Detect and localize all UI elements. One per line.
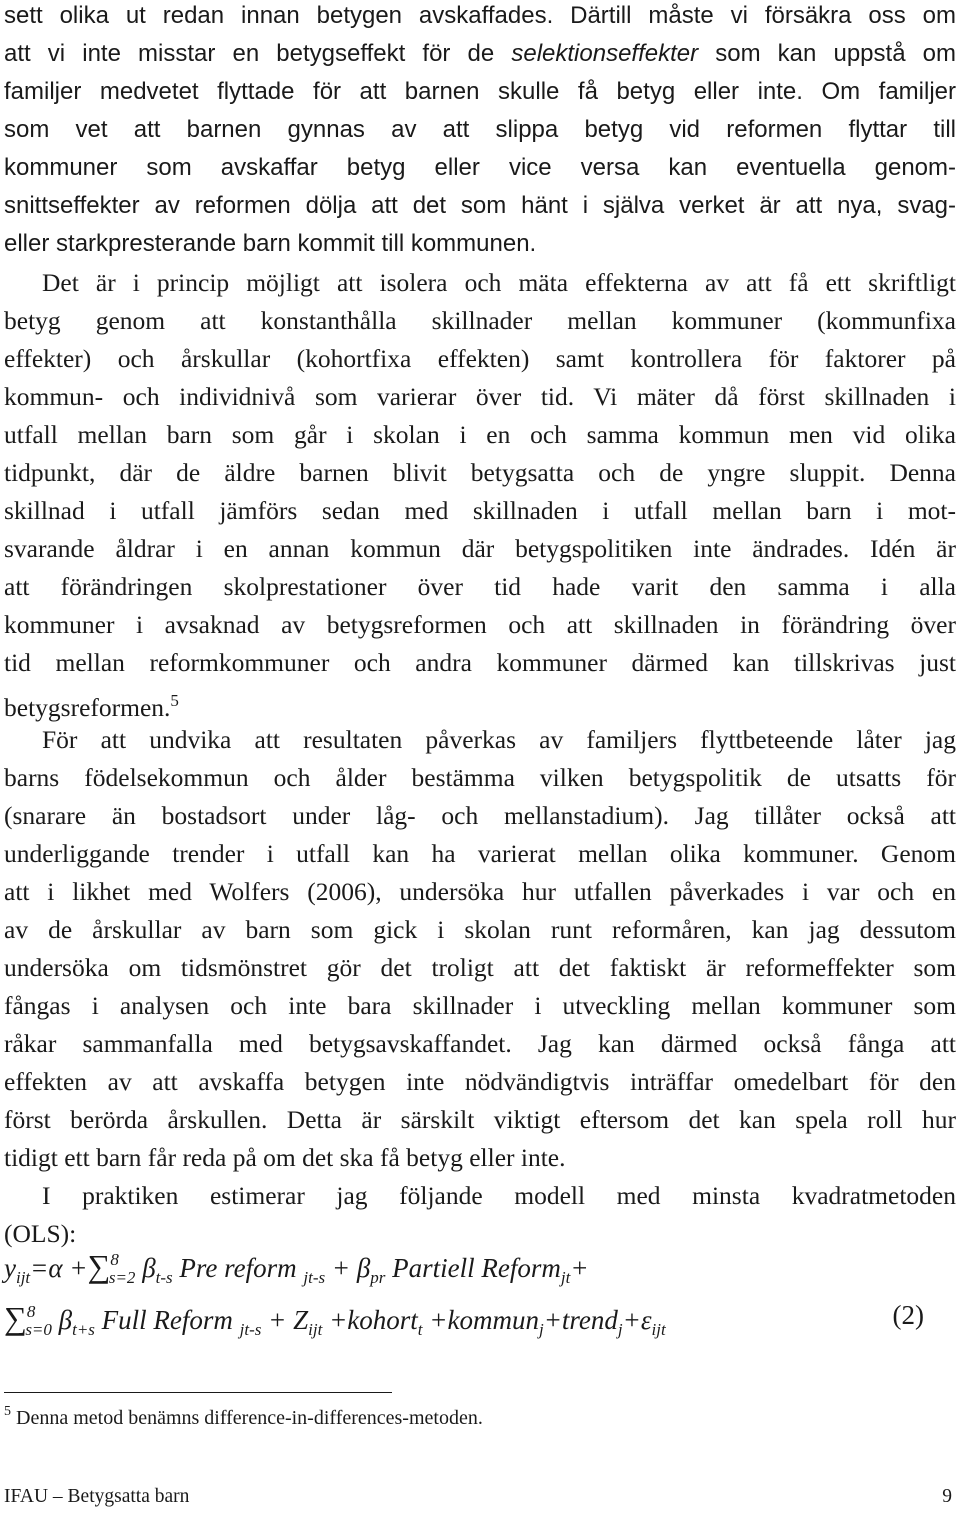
summation-symbol: ∑	[87, 1248, 111, 1284]
p2-line-8: svarande åldrar i en annan kommun där betygspolitiken inte ändrades. Idén är	[4, 534, 956, 563]
p3-line-12: tidigt ett barn får reda på om det ska få betyg eller inte.	[4, 1143, 566, 1172]
p3-line-8: fångas i analysen och inte bara skillnader i utveckling mellan kommuner som	[4, 991, 956, 1020]
p1-line-1: sett olika ut redan innan betygen avskaffades. Därtill måste vi försäkra oss om	[4, 2, 956, 29]
footnote-divider	[4, 1392, 392, 1393]
p2-line-9: att förändringen skolprestationer över tid hade varit den samma i alla	[4, 572, 956, 601]
p3-line-6: av de årskullar av barn som gick i skolan runt reformåren, kan jag dessutom	[4, 915, 956, 944]
p3-line-5: att i likhet med Wolfers (2006), undersöka hur utfallen påverkades i var och en	[4, 877, 956, 906]
p2-line-7: skillnad i utfall jämförs sedan med skillnaden i utfall mellan barn i mot-	[4, 496, 956, 525]
p4-line-2: (OLS):	[4, 1219, 77, 1248]
p2-line-6: tidpunkt, där de äldre barnen blivit betygsatta och de yngre sluppit. Denna	[4, 458, 956, 487]
page-footer	[4, 1486, 952, 1508]
p3-line-4: underliggande trender i utfall kan ha varierat mellan olika kommuner. Genom	[4, 839, 956, 868]
p3-line-2: barns födelsekommun och ålder bestämma vilken betygspolitik de utsatts för	[4, 763, 956, 792]
footnote-marker: 5	[4, 1404, 11, 1419]
footnote-reference: 5	[170, 691, 179, 710]
p4-line-1: I praktiken estimerar jag följande modell med minsta kvadratmetoden	[42, 1181, 956, 1210]
p2-line-2: betyg genom att konstanthålla skillnader mellan kommuner (kommunfixa	[4, 306, 956, 335]
p1-line-7: eller starkpresterande barn kommit till kommunen.	[4, 230, 537, 257]
equation-number: (2)	[892, 1300, 924, 1330]
p2-line-11: tid mellan reformkommuner och andra kommuner därmed kan tillskrivas just	[4, 648, 956, 677]
summation-symbol: ∑	[4, 1300, 27, 1336]
footnote-text: Denna metod benämns difference-in-differences-metoden.	[11, 1407, 483, 1429]
equation-line-2: ∑$^8_{s=0}$ $\beta_{t+s}$ Full Reform $_{jt-s} + Z_{ijt}$ +kohort$_t$ $+kommun_j+trend_j+\varepsilon_{ijt}$ (2)	[4, 1300, 924, 1339]
p3-line-3: (snarare än bostadsort under låg- och mellanstadium). Jag tillåter också att	[4, 801, 956, 830]
footer-title: IFAU – Betygsatta barn	[4, 1486, 190, 1507]
p2-line-10: kommuner i avsaknad av betygsreformen och att skillnaden in förändring över	[4, 610, 956, 639]
p1-line-6: snittseffekter av reformen dölja att det som hänt i själva verket är att nya, svag-	[4, 192, 956, 219]
p1-line-4: som vet att barnen gynnas av att slippa betyg vid reformen flyttar till	[4, 116, 956, 143]
p2-line-5: utfall mellan barn som går i skolan i en och samma kommun men vid olika	[4, 420, 956, 449]
p3-line-1: För att undvika att resultaten påverkas av familjers flyttbeteende låter jag	[42, 725, 956, 754]
p2-line-3: effekter) och årskullar (kohortfixa effekten) samt kontrollera för faktorer på	[4, 344, 956, 373]
p1-line-5: kommuner som avskaffar betyg eller vice versa kan eventuella genom-	[4, 154, 956, 181]
p1-line-2: att vi inte misstar en betygseffekt för de selektionseffekter som kan uppstå om	[4, 40, 957, 67]
p1-line-3: familjer medvetet flyttade för att barnen skulle få betyg eller inte. Om familjer	[4, 78, 956, 105]
p3-line-11: först berörda årskullen. Detta är särskilt viktigt eftersom det kan spela roll hur	[4, 1105, 956, 1134]
equation-line-1: $y_{ijt}=\alpha +\sum^8_{s=2}$ $\beta_{t-s}$ Pre reform $_{jt-s} + \beta_{pr}$ Partiell Reform$_{jt}$+	[4, 1248, 589, 1287]
p3-line-9: råkar sammanfalla med betygsavskaffandet. Jag kan därmed också fånga att	[4, 1029, 956, 1058]
italic-term: selektionseffekter	[511, 40, 699, 67]
p3-line-7: undersöka om tidsmönstret gör det troligt att det faktiskt är reformeffekter som	[4, 953, 956, 982]
footnote	[4, 1404, 483, 1430]
p3-line-10: effekten av att avskaffa betygen inte nödvändigtvis inträffar omedelbart för den	[4, 1067, 956, 1096]
p2-line-1: Det är i princip möjligt att isolera och mäta effekterna av att få ett skriftligt	[42, 268, 956, 297]
p2-line-4: kommun- och individnivå som varierar över tid. Vi mäter då först skillnaden i	[4, 382, 956, 411]
page-number: 9	[942, 1486, 952, 1507]
p2-line-12: betygsreformen.$^5$	[4, 691, 179, 722]
